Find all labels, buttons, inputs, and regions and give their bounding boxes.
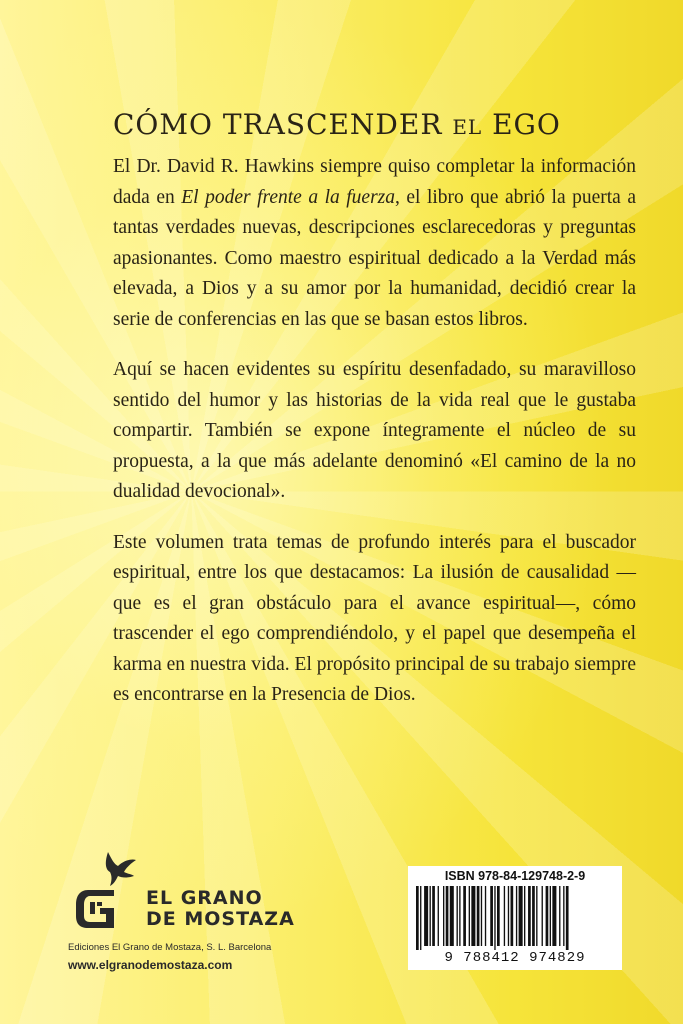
back-cover-blurb bbox=[113, 152, 636, 731]
barcode-bar bbox=[477, 886, 480, 946]
barcode-bar bbox=[563, 886, 564, 946]
title-part-2: EGO bbox=[492, 108, 561, 141]
barcode-bar bbox=[450, 886, 454, 946]
barcode-bar bbox=[559, 886, 560, 946]
barcode-bar bbox=[511, 886, 514, 946]
publisher-legal-name: Ediciones El Grano de Mostaza, S. L. Barcelona bbox=[68, 942, 272, 953]
book-title bbox=[113, 108, 561, 141]
barcode-bars bbox=[414, 886, 616, 950]
barcode-bar bbox=[430, 886, 431, 946]
barcode-bar bbox=[438, 886, 439, 946]
title-part-1: CÓMO TRASCENDER bbox=[113, 108, 443, 141]
barcode-bar bbox=[550, 886, 551, 946]
barcode-digits: 9 788412 974829 bbox=[444, 950, 586, 966]
barcode-bar bbox=[542, 886, 543, 946]
barcode-bar bbox=[519, 886, 523, 946]
publisher-name-line-1: EL GRANO bbox=[146, 887, 263, 909]
barcode-bar bbox=[432, 886, 435, 946]
barcode-bar bbox=[546, 886, 549, 946]
barcode-bar bbox=[552, 886, 556, 946]
barcode-bar bbox=[494, 886, 495, 950]
barcode-bar bbox=[459, 886, 460, 946]
dove-logo-icon bbox=[74, 850, 149, 930]
paragraph-2: Aquí se hacen evidentes su espíritu desenfadado, su maravilloso sentido del humor y las historias de la vida real que le gustaba compartir. También se expone íntegramente el núcleo de su propuesta, a la que más adelante denominó «El camino de la no dualidad devocional». bbox=[113, 359, 636, 502]
barcode-bar bbox=[481, 886, 482, 946]
barcode-bar bbox=[416, 886, 419, 950]
paragraph-3: Este volumen trata temas de profundo interés para el buscador espiritual, entre los que destacamos: La ilusión de causalidad —que es el gran obstáculo para el avance espiritual—, cómo trascender el ego comprendiéndolo, y el papel que desempeña el karma en nuestra vida. El propósito principal de su trabajo siempre es encontrarse en la Presencia de Dios. bbox=[113, 531, 636, 705]
barcode-bar bbox=[443, 886, 444, 946]
barcode-bar bbox=[485, 886, 486, 946]
barcode-bar bbox=[504, 886, 505, 946]
barcode-bar bbox=[532, 886, 535, 946]
barcode-bar bbox=[424, 886, 428, 946]
barcode-bar bbox=[490, 886, 493, 946]
barcode-bar bbox=[497, 886, 500, 946]
paragraph-1-end: , el libro que abrió la puerta a tantas verdades nuevas, descripciones esclarecedoras y preguntas apasionantes. Como maestro espiritual dedicado a la Verdad más elevada, a Dios y a su amor por la humanidad, decidió crear la serie de conferencias en las que se basan estos libros. bbox=[113, 186, 636, 330]
barcode-bar bbox=[566, 886, 569, 950]
publisher-name-line-2: DE MOSTAZA bbox=[146, 908, 295, 930]
publisher-logo bbox=[68, 850, 328, 970]
barcode-bar bbox=[420, 886, 421, 950]
barcode-bar bbox=[528, 886, 531, 946]
barcode-bar bbox=[463, 886, 466, 946]
barcode-bar bbox=[471, 886, 475, 946]
title-small-word: EL bbox=[452, 115, 483, 139]
isbn-barcode bbox=[408, 866, 622, 970]
barcode-bar bbox=[457, 886, 458, 946]
barcode-bar bbox=[536, 886, 537, 946]
referenced-book-title: El poder frente a la fuerza bbox=[181, 186, 396, 208]
barcode-bar bbox=[508, 886, 509, 946]
paragraph-1 bbox=[113, 152, 636, 335]
isbn-label: ISBN 978-84-129748-2-9 bbox=[444, 869, 586, 883]
barcode-bar bbox=[524, 886, 525, 946]
publisher-website: www.elgranodemostaza.com bbox=[68, 958, 233, 972]
paragraph-1-start: El Dr. David R. Hawkins siempre quiso completar la información dada en bbox=[113, 156, 636, 208]
barcode-bar bbox=[446, 886, 449, 946]
barcode-bar bbox=[469, 886, 470, 946]
barcode-bar bbox=[516, 886, 517, 946]
